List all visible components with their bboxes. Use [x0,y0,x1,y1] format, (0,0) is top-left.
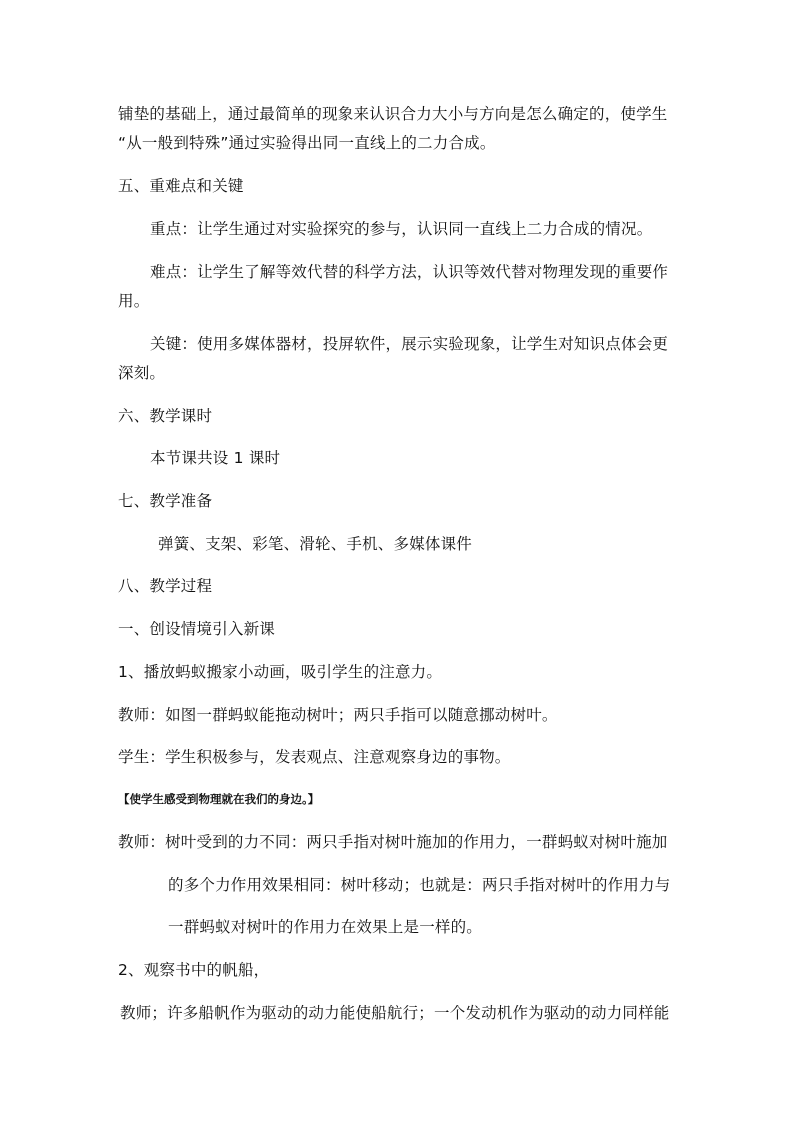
text-line: 学生：学生积极参与，发表观点、注意观察身边的事物。 [118,748,511,766]
text-line: 铺垫的基础上，通过最简单的现象来认识合力大小与方向是怎么确定的，使学生 [118,105,668,123]
text-line: 用。 [118,292,150,310]
section-heading: 六、教学课时 [118,407,213,425]
text-line: 一群蚂蚁对树叶的作用力在效果上是一样的。 [168,918,483,936]
text-line: 深刻。 [118,364,166,382]
text-line: 关键：使用多媒体器材，投屏软件，展示实验现象，让学生对知识点体会更 [150,335,669,353]
text-line: 重点：让学生通过对实验探究的参与，认识同一直线上二力合成的情况。 [150,220,653,238]
text-line: “从一般到特殊”通过实验得出同一直线上的二力合成。 [118,134,496,152]
section-heading: 一、创设情境引入新课 [118,620,276,638]
section-heading: 七、教学准备 [118,492,213,510]
text-line: 的多个力作用效果相同：树叶移动；也就是：两只手指对树叶的作用力与 [168,876,671,894]
text-line: 弹簧、支架、彩笔、滑轮、手机、多媒体课件 [158,535,473,553]
section-heading: 五、重难点和关键 [118,177,244,195]
section-heading: 八、教学过程 [118,577,213,595]
text-line: 1、播放蚂蚁搬家小动画，吸引学生的注意力。 [118,663,443,681]
text-line: 难点：让学生了解等效代替的科学方法，认识等效代替对物理发现的重要作 [150,263,669,281]
text-line: 教师：树叶受到的力不同：两只手指对树叶施加的作用力，一群蚂蚁对树叶施加 [118,833,668,851]
text-line: 本节课共设 1 课时 [150,449,281,467]
text-line: 教师：如图一群蚂蚁能拖动树叶；两只手指可以随意挪动树叶。 [118,706,558,724]
note-line: 【使学生感受到物理就在我们的身边。】 [118,792,320,806]
text-line: 教师；许多船帆作为驱动的动力能使船航行；一个发动机作为驱动的动力同样能 [120,1004,670,1022]
text-line: 2、观察书中的帆船， [118,961,270,979]
